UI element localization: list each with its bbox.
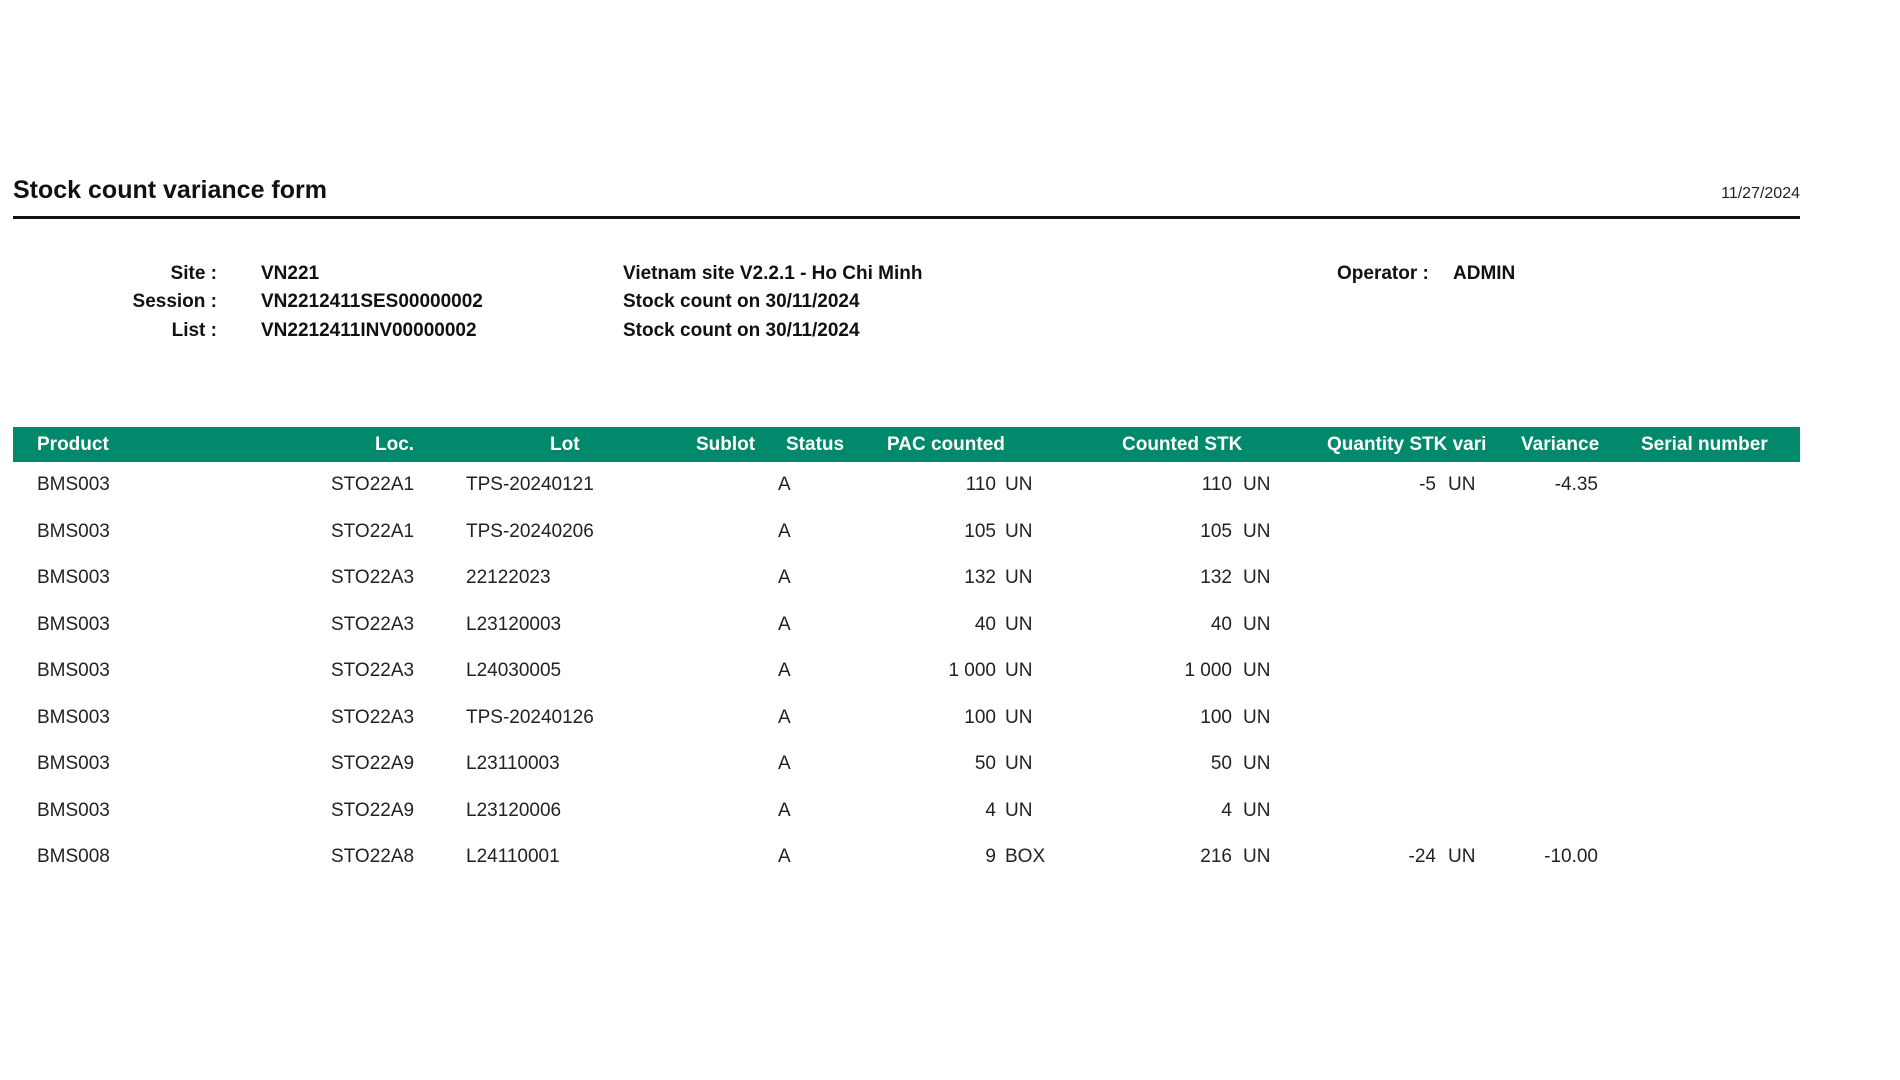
pac-counted-unit: UN <box>1005 706 1033 728</box>
lot-cell: L23110003 <box>466 753 560 774</box>
pac-counted-unit: UN <box>1005 613 1033 635</box>
table-row <box>0 466 1900 513</box>
pac-counted-unit: UN <box>1005 567 1033 588</box>
quantity-stk-variance: -5 <box>1419 474 1436 495</box>
column-header-counted-stk: Counted STK <box>1122 434 1243 455</box>
list-value: VN2212411INV00000002 <box>261 320 477 341</box>
counted-stk-quantity: 110 <box>1201 474 1232 495</box>
location-cell: STO22A3 <box>331 567 415 588</box>
product-cell: BMS003 <box>37 706 110 728</box>
table-header <box>13 427 1800 462</box>
table-row <box>0 606 1900 653</box>
site-label: Site : <box>170 263 217 284</box>
pac-counted-quantity: 40 <box>974 613 996 635</box>
lot-cell: L23120006 <box>466 799 562 821</box>
table-body <box>0 466 1900 885</box>
status-cell: A <box>778 520 791 542</box>
counted-stk-unit: UN <box>1243 660 1271 681</box>
column-header-sublot: Sublot <box>696 434 756 455</box>
product-cell: BMS003 <box>37 753 110 774</box>
product-cell: BMS003 <box>37 660 110 681</box>
lot-cell: 22122023 <box>466 567 551 588</box>
pac-counted-unit: UN <box>1005 799 1033 821</box>
counted-stk-unit: UN <box>1243 753 1271 774</box>
column-header-loc: Loc. <box>375 434 415 455</box>
column-header-product: Product <box>37 434 109 455</box>
session-label: Session : <box>132 291 217 312</box>
counted-stk-quantity: 100 <box>1200 706 1232 728</box>
product-cell: BMS003 <box>37 799 110 821</box>
variance-cell: -4.35 <box>1554 474 1598 495</box>
list-label: List : <box>171 320 217 341</box>
status-cell: A <box>778 474 791 495</box>
pac-counted-quantity: 132 <box>964 567 996 588</box>
location-cell: STO22A3 <box>331 706 415 728</box>
variance-cell: -10.00 <box>1544 846 1598 867</box>
pac-counted-unit: UN <box>1005 753 1033 774</box>
counted-stk-quantity: 50 <box>1210 753 1232 774</box>
location-cell: STO22A1 <box>331 474 415 495</box>
lot-cell: L23120003 <box>466 613 562 635</box>
list-description: Stock count on 30/11/2024 <box>623 320 860 341</box>
column-header-status: Status <box>786 434 845 455</box>
page-title: Stock count variance form <box>13 176 327 204</box>
counted-stk-unit: UN <box>1243 799 1271 821</box>
counted-stk-quantity: 4 <box>1221 799 1232 821</box>
product-cell: BMS003 <box>37 520 110 542</box>
pac-counted-quantity: 105 <box>964 520 996 542</box>
pac-counted-quantity: 100 <box>964 706 996 728</box>
operator-value: ADMIN <box>1453 263 1516 284</box>
status-cell: A <box>778 706 791 728</box>
pac-counted-quantity: 110 <box>965 474 996 495</box>
status-cell: A <box>778 613 791 635</box>
product-cell: BMS003 <box>37 474 110 495</box>
location-cell: STO22A9 <box>331 799 415 821</box>
lot-cell: TPS-20240126 <box>466 706 594 728</box>
lot-cell: TPS-20240121 <box>466 474 594 495</box>
product-cell: BMS003 <box>37 613 110 635</box>
location-cell: STO22A3 <box>331 660 415 681</box>
counted-stk-unit: UN <box>1243 846 1271 867</box>
counted-stk-quantity: 1 000 <box>1184 660 1232 681</box>
lot-cell: L24030005 <box>466 660 562 681</box>
location-cell: STO22A9 <box>331 753 415 774</box>
column-header-pac-counted: PAC counted <box>887 434 1005 455</box>
counted-stk-unit: UN <box>1243 613 1271 635</box>
quantity-stk-variance-unit: UN <box>1448 846 1476 867</box>
status-cell: A <box>778 660 791 681</box>
column-header-lot: Lot <box>550 434 580 455</box>
report-date: 11/27/2024 <box>1721 185 1800 202</box>
pac-counted-unit: UN <box>1005 474 1033 495</box>
counted-stk-unit: UN <box>1243 567 1271 588</box>
site-description: Vietnam site V2.2.1 - Ho Chi Minh <box>623 263 923 284</box>
pac-counted-quantity: 4 <box>985 799 996 821</box>
quantity-stk-variance: -24 <box>1408 846 1436 867</box>
lot-cell: L24110001 <box>466 846 560 867</box>
column-header-serial-number: Serial number <box>1641 434 1768 455</box>
product-cell: BMS003 <box>37 567 110 588</box>
pac-counted-unit: UN <box>1005 520 1033 542</box>
table-row <box>0 513 1900 560</box>
table-row <box>0 699 1900 746</box>
title-divider <box>13 216 1800 219</box>
pac-counted-quantity: 1 000 <box>948 660 996 681</box>
status-cell: A <box>778 753 791 774</box>
counted-stk-quantity: 105 <box>1200 520 1232 542</box>
lot-cell: TPS-20240206 <box>466 520 594 542</box>
session-value: VN2212411SES00000002 <box>261 291 483 312</box>
counted-stk-unit: UN <box>1243 474 1271 495</box>
table-row <box>0 838 1900 885</box>
table-row <box>0 652 1900 699</box>
column-header-variance: Variance <box>1521 434 1600 455</box>
column-header-quantity-stk-variance: Quantity STK vari <box>1327 434 1487 455</box>
table-row <box>0 745 1900 792</box>
location-cell: STO22A8 <box>331 846 415 867</box>
counted-stk-unit: UN <box>1243 706 1271 728</box>
pac-counted-unit: BOX <box>1005 846 1046 867</box>
session-description: Stock count on 30/11/2024 <box>623 291 860 312</box>
counted-stk-unit: UN <box>1243 520 1271 542</box>
table-row <box>0 792 1900 839</box>
pac-counted-quantity: 9 <box>985 846 996 867</box>
pac-counted-quantity: 50 <box>974 753 996 774</box>
counted-stk-quantity: 216 <box>1200 846 1232 867</box>
status-cell: A <box>778 799 791 821</box>
status-cell: A <box>778 567 791 588</box>
pac-counted-unit: UN <box>1005 660 1033 681</box>
operator-label: Operator : <box>1337 263 1429 284</box>
location-cell: STO22A3 <box>331 613 415 635</box>
product-cell: BMS008 <box>37 846 110 867</box>
counted-stk-quantity: 132 <box>1200 567 1232 588</box>
status-cell: A <box>778 846 791 867</box>
quantity-stk-variance-unit: UN <box>1448 474 1476 495</box>
location-cell: STO22A1 <box>331 520 415 542</box>
table-row <box>0 559 1900 606</box>
counted-stk-quantity: 40 <box>1210 613 1232 635</box>
site-value: VN221 <box>261 263 320 284</box>
